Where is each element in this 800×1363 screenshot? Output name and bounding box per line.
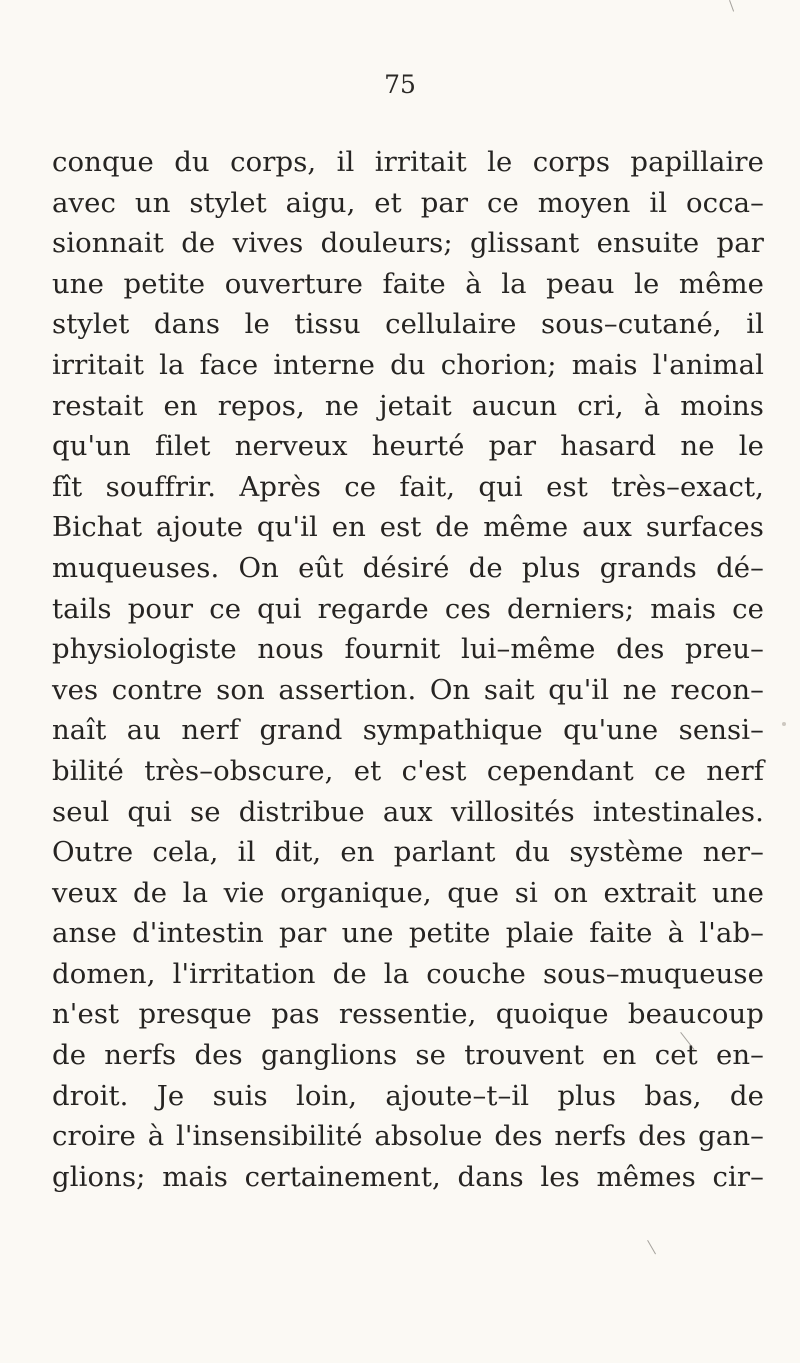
text-line: une petite ouverture faite à la peau le même <box>52 267 764 300</box>
text-line: irritait la face interne du chorion; mais l'animal <box>52 348 764 381</box>
page-number: 75 <box>384 70 416 99</box>
text-line: Bichat ajoute qu'il en est de même aux surfaces <box>52 511 764 544</box>
text-line: droit. Je suis loin, ajoute–t–il plus bas, de <box>52 1079 764 1112</box>
text-line: sionnait de vives douleurs; glissant ensuite par <box>52 227 764 260</box>
text-line: glions; mais certainement, dans les mêmes cir– <box>52 1160 764 1193</box>
text-line: anse d'intestin par une petite plaie faite à l'ab– <box>52 917 764 950</box>
text-line: conque du corps, il irritait le corps papillaire <box>52 146 764 178</box>
paper-mark <box>729 0 734 12</box>
text-line: stylet dans le tissu cellulaire sous–cutané, il <box>52 308 764 341</box>
text-line: n'est presque pas ressentie, quoique beaucoup <box>52 998 764 1031</box>
text-line: domen, l'irritation de la couche sous–muqueuse <box>52 957 764 990</box>
paper-mark <box>647 1240 656 1254</box>
text-line: qu'un filet nerveux heurté par hasard ne le <box>52 430 764 463</box>
text-line: avec un stylet aigu, et par ce moyen il occa– <box>52 186 764 219</box>
text-line: restait en repos, ne jetait aucun cri, à moins <box>52 389 764 422</box>
text-line: veux de la vie organique, que si on extrait une <box>52 876 764 909</box>
paper-speck <box>440 679 443 682</box>
text-line: Outre cela, il dit, en parlant du système ner– <box>52 836 764 869</box>
text-line: muqueuses. On eût désiré de plus grands dé– <box>52 551 764 584</box>
text-line: seul qui se distribue aux villosités intestinales. <box>52 795 764 828</box>
text-line: tails pour ce qui regarde ces derniers; mais ce <box>52 592 764 625</box>
text-line: croire à l'insensibilité absolue des nerfs des gan– <box>52 1120 764 1153</box>
text-line: de nerfs des ganglions se trouvent en cet en– <box>52 1039 764 1072</box>
text-line: physiologiste nous fournit lui–même des preu– <box>52 633 764 666</box>
paper-speck <box>782 722 786 726</box>
text-line: ves contre son assertion. On sait qu'il ne recon– <box>52 673 764 706</box>
text-line: naît au nerf grand sympathique qu'une sensi– <box>52 714 764 747</box>
text-line: bilité très–obscure, et c'est cependant ce nerf <box>52 754 764 787</box>
text-line: fît souffrir. Après ce fait, qui est très–exact, <box>52 470 764 503</box>
body-text <box>52 142 764 1197</box>
